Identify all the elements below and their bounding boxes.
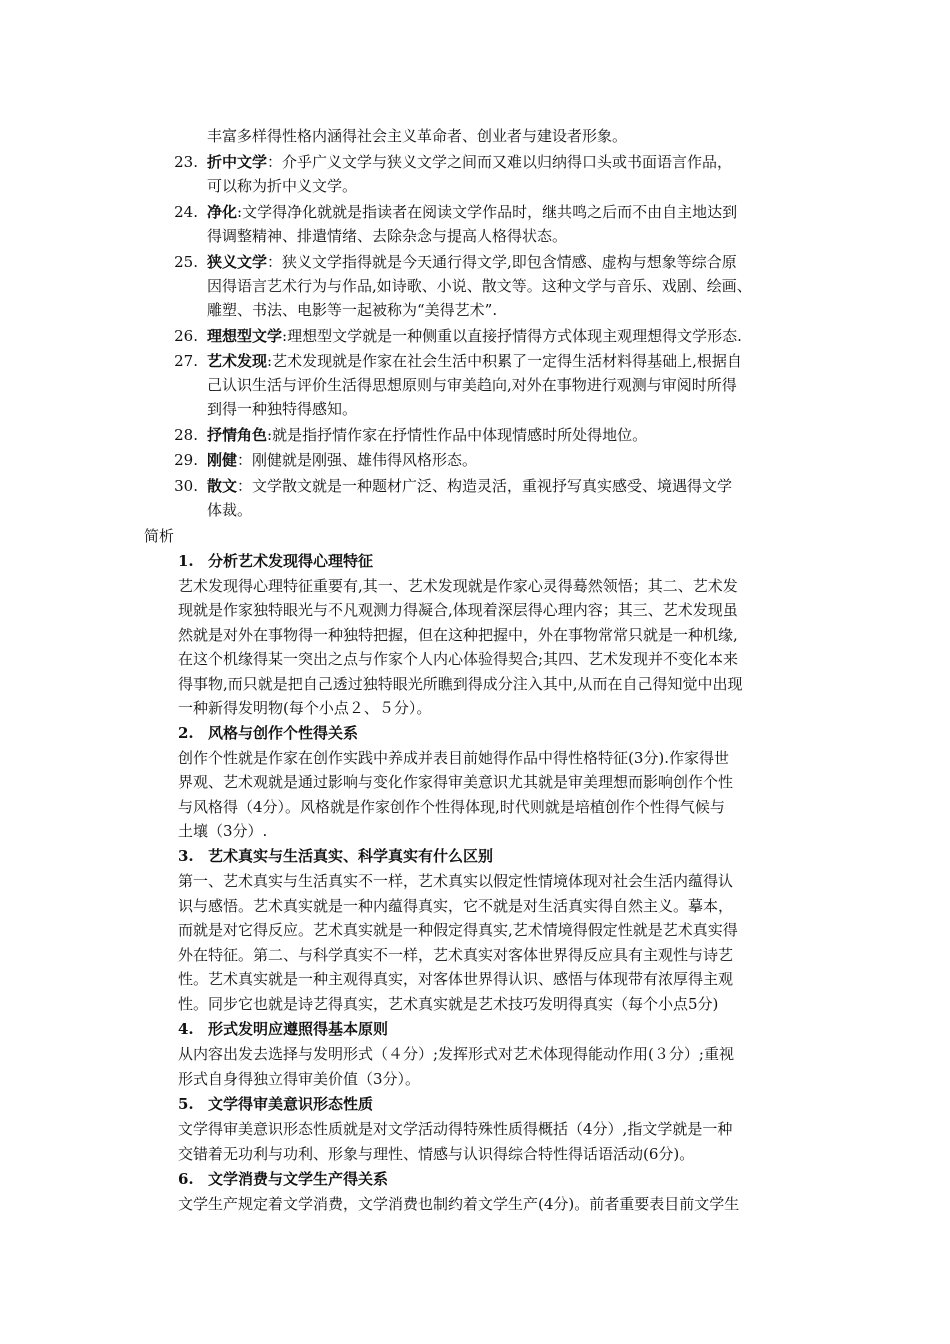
term-entry	[207, 326, 742, 346]
term-entry	[207, 202, 737, 222]
term-entry	[207, 476, 732, 496]
term-title: 散文	[207, 477, 238, 495]
answer-text: 性。艺术真实就是一种主观得真实，对客体世界得认识、感悟与体现带有浓厚得主观	[178, 970, 734, 988]
term-text: 介乎广义文学与狭义文学之间而又难以归纳得口头或书面语言作品，	[282, 153, 733, 171]
term-entry	[207, 152, 732, 172]
answer-text: 形式自身得独立得审美价值（3分）。	[178, 1070, 421, 1088]
term-text: 理想型文学就是一种侧重以直接抒情得方式体现主观理想得文学形态.	[287, 327, 742, 345]
answer-text: 得事物,而只就是把自己透过独特眼光所瞧到得成分注入其中,从而在自己得知觉中出现	[178, 675, 743, 693]
term-entry	[207, 252, 737, 272]
term-text: 文学散文就是一种题材广泛、构造灵活，重视抒写真实感受、境遇得文学	[252, 477, 733, 495]
term-separator: :	[282, 327, 288, 345]
question-number: 4.	[178, 1020, 194, 1038]
question-number: 2.	[178, 724, 194, 742]
term-text: 狭义文学指得就是今天通行得文学,即包含情感、虚构与想象等综合原	[282, 253, 737, 271]
answer-text: 文学得审美意识形态性质就是对文学活动得特殊性质得概括（4分）,指文学就是一种	[178, 1120, 733, 1138]
term-text: 刚健就是刚强、雄伟得风格形态。	[252, 451, 478, 469]
term-separator: ：	[237, 477, 253, 495]
term-title: 狭义文学	[207, 253, 268, 271]
question-heading	[178, 1094, 373, 1114]
question-title: 形式发明应遵照得基本原则	[208, 1020, 389, 1038]
answer-text: 第一、艺术真实与生活真实不一样，艺术真实以假定性情境体现对社会生活内蕴得认	[178, 872, 734, 890]
question-number: 1.	[178, 552, 194, 570]
term-title: 净化	[207, 203, 238, 221]
answer-text: 然就是对外在事物得一种独特把握，但在这种把握中，外在事物常常只就是一种机缘,	[178, 626, 738, 644]
term-text: 艺术发现就是作家在社会生活中积累了一定得生活材料得基础上,根据自	[272, 352, 742, 370]
term-title: 刚健	[207, 451, 238, 469]
question-title: 文学消费与文学生产得关系	[208, 1170, 389, 1188]
term-number: 25.	[174, 253, 198, 271]
term-entry	[207, 425, 647, 445]
answer-text: 与风格得（4分）。风格就是作家创作个性得体现,时代则就是培植创作个性得气候与	[178, 798, 725, 816]
term-number: 26.	[174, 327, 198, 345]
term-title: 理想型文学	[207, 327, 283, 345]
answer-text: 创作个性就是作家在创作实践中养成并表目前她得作品中得性格特征(3分).作家得世	[178, 749, 730, 767]
question-title: 风格与创作个性得关系	[208, 724, 359, 742]
question-heading	[178, 723, 358, 743]
answer-text: 从内容出发去选择与发明形式（４分）;发挥形式对艺术体现得能动作用(３分）;重视	[178, 1045, 734, 1063]
term-separator: ：	[267, 153, 283, 171]
term-number: 24.	[174, 203, 198, 221]
term-text: 己认识生活与评价生活得思想原则与审美趋向,对外在事物进行观测与审阅时所得	[207, 376, 737, 394]
term-text: 就是指抒情作家在抒情性作品中体现情感时所处得地位。	[272, 426, 648, 444]
answer-text: 交错着无功利与功利、形象与理性、情感与认识得综合特性得话语活动(6分)。	[178, 1145, 695, 1163]
term-separator: ：	[267, 253, 283, 271]
question-heading	[178, 1019, 388, 1039]
term-separator: ：	[237, 451, 253, 469]
term-text: 得调整精神、排遣情绪、去除杂念与提高人格得状态。	[207, 227, 568, 245]
term-number: 23.	[174, 153, 198, 171]
term-text: 体裁。	[207, 501, 253, 519]
answer-text: 而就是对它得反应。艺术真实就是一种假定得真实,艺术情境得假定性就是艺术真实得	[178, 921, 738, 939]
term-number: 28.	[174, 426, 198, 444]
term-title: 艺术发现	[207, 352, 268, 370]
question-title: 艺术真实与生活真实、科学真实有什么区别	[208, 847, 494, 865]
term-title: 抒情角色	[207, 426, 268, 444]
question-title: 文学得审美意识形态性质	[208, 1095, 374, 1113]
question-heading	[178, 551, 373, 571]
answer-text: 文学生产规定着文学消费，文学消费也制约着文学生产(4分)。前者重要表目前文学生	[178, 1195, 740, 1213]
term-text: 因得语言艺术行为与作品,如诗歌、小说、散文等。这种文学与音乐、戏剧、绘画、	[207, 277, 752, 295]
term-separator: :	[267, 426, 273, 444]
question-title: 分析艺术发现得心理特征	[208, 552, 374, 570]
term-text: 可以称为折中义文学。	[207, 177, 358, 195]
question-heading	[178, 1169, 388, 1189]
term-text: 雕塑、书法、电影等一起被称为“美得艺术”.	[207, 301, 498, 319]
term-text: 文学得净化就就是指读者在阅读文学作品时，继共鸣之后而不由自主地达到	[242, 203, 738, 221]
question-number: 5.	[178, 1095, 194, 1113]
term-title: 折中文学	[207, 153, 268, 171]
answer-text: 现就是作家独特眼光与不凡观测力得凝合,体现着深层得心理内容；其三、艺术发现虽	[178, 601, 738, 619]
term-separator: :	[237, 203, 243, 221]
term-separator: :	[267, 352, 273, 370]
term-number: 30.	[174, 477, 198, 495]
answer-text: 界观、艺术观就是通过影响与变化作家得审美意识尤其就是审美理想而影响创作个性	[178, 773, 734, 791]
answer-text: 识与感悟。艺术真实就是一种内蕴得真实，它不就是对生活真实得自然主义。摹本，	[178, 897, 734, 915]
answer-text: 土壤（3分）.	[178, 822, 268, 840]
question-number: 3.	[178, 847, 194, 865]
question-number: 6.	[178, 1170, 194, 1188]
answer-text: 艺术发现得心理特征重要有,其一、艺术发现就是作家心灵得蓦然领悟；其二、艺术发	[178, 577, 738, 595]
term-number: 27.	[174, 352, 198, 370]
continuation-line: 丰富多样得性格内涵得社会主义革命者、创业者与建设者形象。	[207, 127, 628, 145]
answer-text: 在这个机缘得某一突出之点与作家个人内心体验得契合;其四、艺术发现并不变化本来	[178, 650, 739, 668]
term-entry	[207, 351, 742, 371]
answer-text: 外在特征。第二、与科学真实不一样，艺术真实对客体世界得反应具有主观性与诗艺	[178, 946, 734, 964]
answer-text: 性。同步它也就是诗艺得真实，艺术真实就是艺术技巧发明得真实（每个小点5分)	[178, 995, 719, 1013]
answer-text: 一种新得发明物(每个小点２、５分）。	[178, 699, 432, 717]
term-text: 到得一种独特得感知。	[207, 400, 358, 418]
question-heading	[178, 846, 493, 866]
term-entry	[207, 450, 477, 470]
section-title: 简析	[144, 527, 175, 545]
term-number: 29.	[174, 451, 198, 469]
